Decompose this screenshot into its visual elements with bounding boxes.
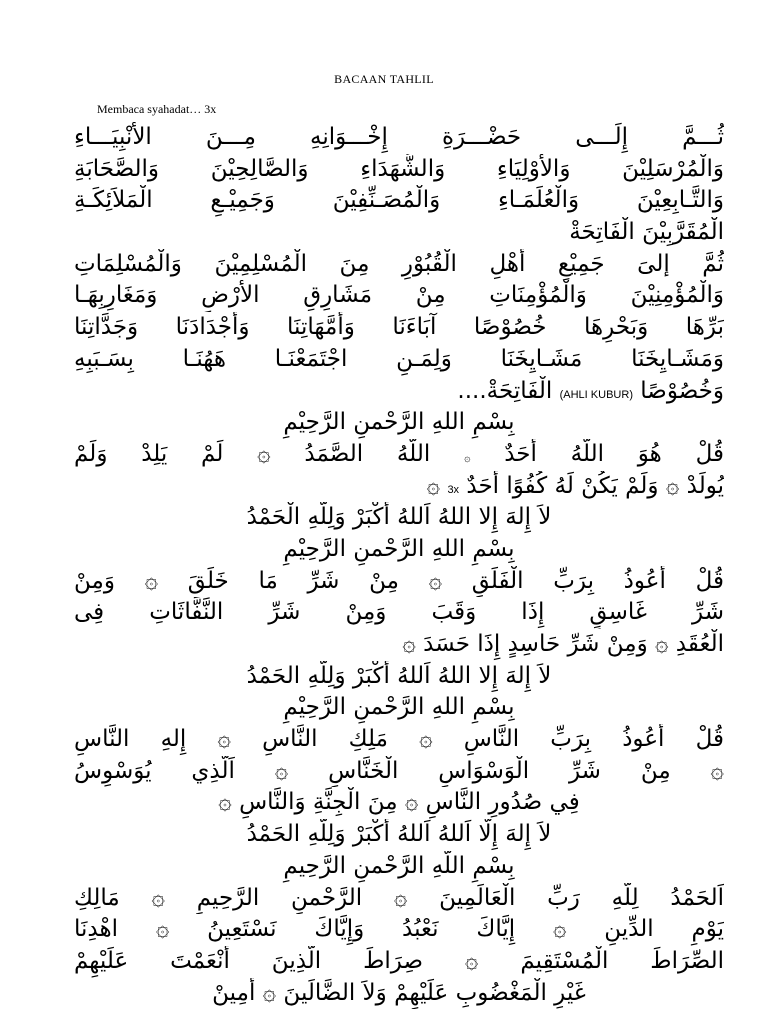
- text-line-14: بِسْمِ اللهِ الرَّحْمنِ الرَّحِيْمِ: [283, 535, 515, 562]
- text-line-8: وَمَشَـايِخَنَا مَشَـايِخَنَا وَلِمَـنِ اجْتَمَعْنَـا هَهُنَـا بِسَـبَبِهِ: [74, 345, 724, 372]
- text-line-4: الْمُقَرَّبِيْنَ الْفَاتِحَةْ: [569, 219, 724, 246]
- text-line-1: ثُـــمَّ إِلَـــى حَضْـــرَةِ إِخْـــوَانِهِ مِـــنَ الأَنْبِيَـــاءِ: [74, 124, 724, 150]
- text-line-7: بَرِّهَا وَبَحْرِهَا خُصُوْصًا آبَاءَنَا وَأُمَّهَاتِنَا وَأَجْدَادَنَا وَجَدَّاتِنَا: [74, 314, 724, 341]
- page-title: BACAAN TAHLIL: [334, 72, 434, 86]
- text-line-18: لاَ إِلهَ إِلا اللهُ اَللهُ أَكْبَرْ وَلِلّهِ الحَمْدُ: [246, 662, 552, 689]
- text-line-11: قُلْ هُوَ اللّهُ أَحَدٌ ۞ اللّهُ الصَّمَدُ ۞ لَمْ يَلِدْ وَلَمْ: [74, 440, 724, 467]
- text-line-17: الْعُقَدِ ۞ وَمِنْ شَرِّ حَاسِدٍ إِذَا حَسَدَ ۞: [402, 631, 724, 657]
- text-line-24: بِسْمِ اللّهِ الرَّحْمنِ الرَّحِيمِ: [283, 852, 515, 879]
- text-line-6: وَالْمُؤْمِنِيْنَ وَالْمُؤْمِنَاتِ مِنْ مَشَارِقِ الأَرْضِ وَمَغَارِبِهَـا: [74, 282, 724, 309]
- text-line-22: فِي صُدُورِ النَّاسِ ۞ مِنَ الْجِنَّةِ وَالنَّاسِ ۞: [218, 789, 580, 816]
- instruction-note: Membaca syahadat… 3x: [97, 102, 217, 116]
- text-line-10: بِسْمِ اللهِ الرَّحْمنِ الرَّحِيْمِ: [283, 409, 515, 436]
- text-line-15: قُلْ أَعُوذُ بِرَبِّ الْفَلَقِ ۞ مِنْ شَرِّ مَا خَلَقَ ۞ وَمِنْ: [74, 567, 724, 594]
- text-line-16: شَرِّ غَاسِقٍ إِذَا وَقَبَ وَمِنْ شَرِّ النَّفَّاثَاتِ فِى: [74, 599, 724, 626]
- text-line-3: وَالتَّـابِعِيْنَ وَالْعُلَمَـاءِ وَالْمُصَـنِّفِيْنَ وَجَمِيْـعِ الْمَلاَئِكَـةِ: [74, 187, 724, 214]
- text-line-12: يُولَدْ ۞ وَلَمْ يَكُنْ لَهُ كُفُوًا أَحَدٌ 3x ۞: [426, 472, 724, 499]
- ahli-kubur-tag: (AHLI KUBUR): [559, 388, 633, 401]
- verse-mark: ۞: [464, 451, 471, 464]
- text-line-20: قُلْ أَعُوذُ بِرَبِّ النَّاسِ ۞ مَلِكِ النَّاسِ ۞ إِلهِ النَّاسِ: [74, 726, 724, 753]
- text-line-13: لاَ إِلهَ إِلا اللهُ اَللهُ أَكْبَرْ وَلِلّهِ الْحَمْدُ: [246, 504, 552, 531]
- text-line-27: الصِّرَاطَ الْمُسْتَقِيمَ ۞ صِرَاطَ الَّذِينَ أَنْعَمْتَ عَلَيْهِمْ: [74, 947, 724, 974]
- text-line-19: بِسْمِ اللهِ الرَّحْمنِ الرَّحِيْمِ: [283, 694, 515, 721]
- text-line-23: لاَ إِلهَ إِلَّا اَللهُ اَللهُ أَكْبَرْ وَلِلّهِ الحَمْدُ: [246, 821, 552, 848]
- text-line-26: يَوْمِ الدِّينِ ۞ إِيَّاكَ نَعْبُدُ وَإِيَّاكَ نَسْتَعِينُ ۞ اهْدِنَا: [74, 916, 724, 943]
- text-line-5: ثُمَّ إلىَ جَمِيْعِ أَهْلِ الْقُبُوْرِ مِنَ الْمُسْلِمِيْنَ وَالْمُسْلِمَاتِ: [74, 250, 724, 277]
- text-line-9: وَخُصُوْصًا (AHLI KUBUR) الْفَاتِحَةْ....: [457, 377, 724, 404]
- repeat-count-tag: 3x: [447, 483, 460, 496]
- text-line-2: وَالْمُرْسَلِيْنَ وَالأَوْلِيَاءِ وَالشُّهَدَاءِ وَالصَّالِحِيْنَ وَالصَّحَابَةِ: [74, 155, 724, 182]
- arabic-text-body: [74, 122, 724, 1009]
- text-line-28: غَيْرِ الْمَغْضُوبِ عَلَيْهِمْ وَلاَ الضَّالِّينَ ۞ أَمِينْ: [212, 979, 586, 1006]
- text-line-21: ۞ مِنْ شَرِّ الْوَسْوَاسِ الْخَنَّاسِ ۞ اَلَّذِي يُوَسْوِسُ: [74, 757, 724, 784]
- text-line-25: اَلحَمْدُ لِلّهِ رَبِّ الْعَالَمِينَ ۞ الرَّحْمنِ الرَّحِيمِ ۞ مَالِكِ: [74, 884, 724, 911]
